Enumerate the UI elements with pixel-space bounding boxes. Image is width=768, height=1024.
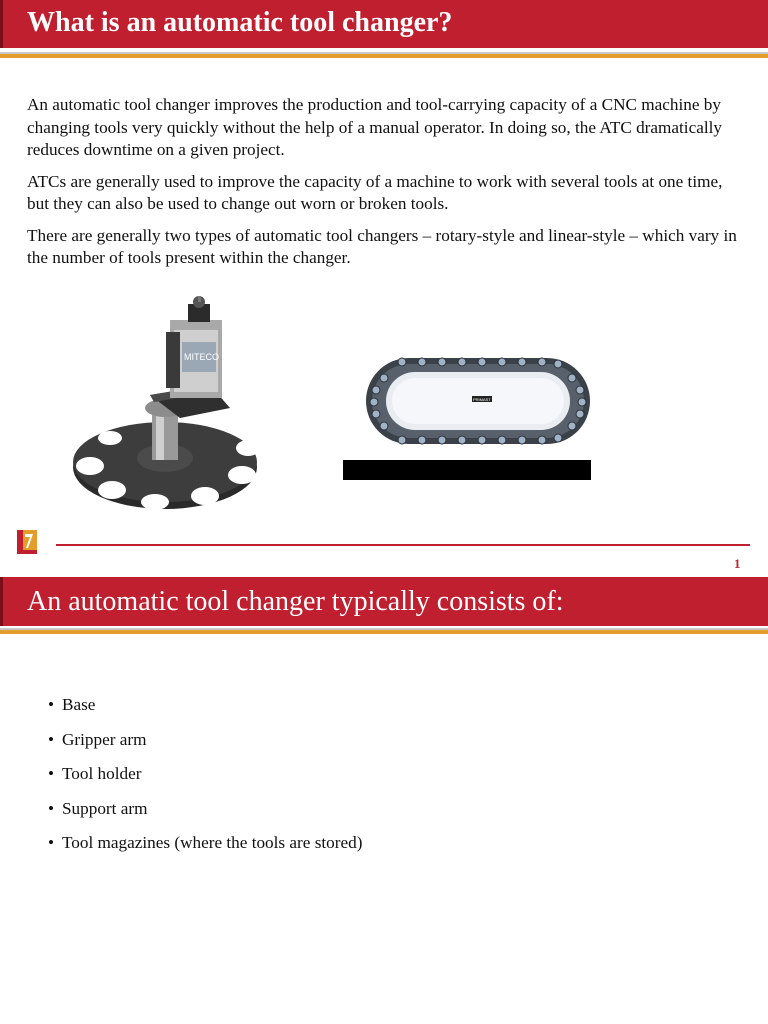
caption-redaction-bar: [343, 460, 591, 480]
title-bar-edge: [0, 0, 3, 48]
accent-rule: [0, 630, 768, 634]
slide-title: An automatic tool changer typically consists of:: [27, 586, 564, 617]
body-text: [27, 94, 739, 279]
component-list: [48, 694, 362, 867]
bullet-icon: •: [48, 798, 55, 818]
rotary-tool-changer-image: [70, 290, 270, 516]
accent-rule: [0, 54, 768, 58]
list-item: [48, 763, 362, 785]
linear-tool-changer-image: [362, 352, 594, 450]
slide-title: What is an automatic tool changer?: [27, 7, 453, 38]
list-item: [48, 729, 362, 751]
paragraph-2: ATCs are generally used to improve the capacity of a machine to work with several tools at one time, but they can also be used to change out worn or broken tools.: [27, 171, 723, 213]
list-item: [48, 694, 362, 716]
list-item: [48, 798, 362, 820]
image2-brand-label: PRIMAST: [473, 397, 491, 402]
list-item-label: Tool holder: [62, 764, 142, 783]
image1-brand-label: MITECO: [184, 352, 219, 362]
bullet-icon: •: [48, 729, 55, 749]
list-item-label: Support arm: [62, 798, 148, 818]
bullet-icon: •: [48, 695, 55, 714]
page-number: 1: [734, 556, 741, 571]
paragraph-1: An automatic tool changer improves the production and tool-carrying capacity of a CNC machine by changing tools very quickly without the help of a manual operator. In doing so, the ATC dramatically reduces downtime on a given project.: [27, 95, 722, 159]
list-item-label: Gripper arm: [62, 729, 147, 749]
paragraph-3: There are generally two types of automatic tool changers – rotary-style and linear-style – which vary in the number of tools present within the changer.: [27, 225, 737, 267]
title-bar-edge: [0, 577, 3, 626]
footer-rule: [56, 544, 750, 546]
title-bar: [0, 0, 768, 48]
bullet-icon: •: [48, 833, 55, 852]
slide-2: [0, 574, 768, 1024]
title-bar: [0, 577, 768, 626]
logo-icon: [17, 528, 39, 556]
list-item-label: Base: [62, 695, 96, 714]
bullet-icon: •: [48, 764, 55, 783]
list-item: [48, 832, 362, 854]
list-item-label: Tool magazines (where the tools are stored): [62, 833, 363, 852]
